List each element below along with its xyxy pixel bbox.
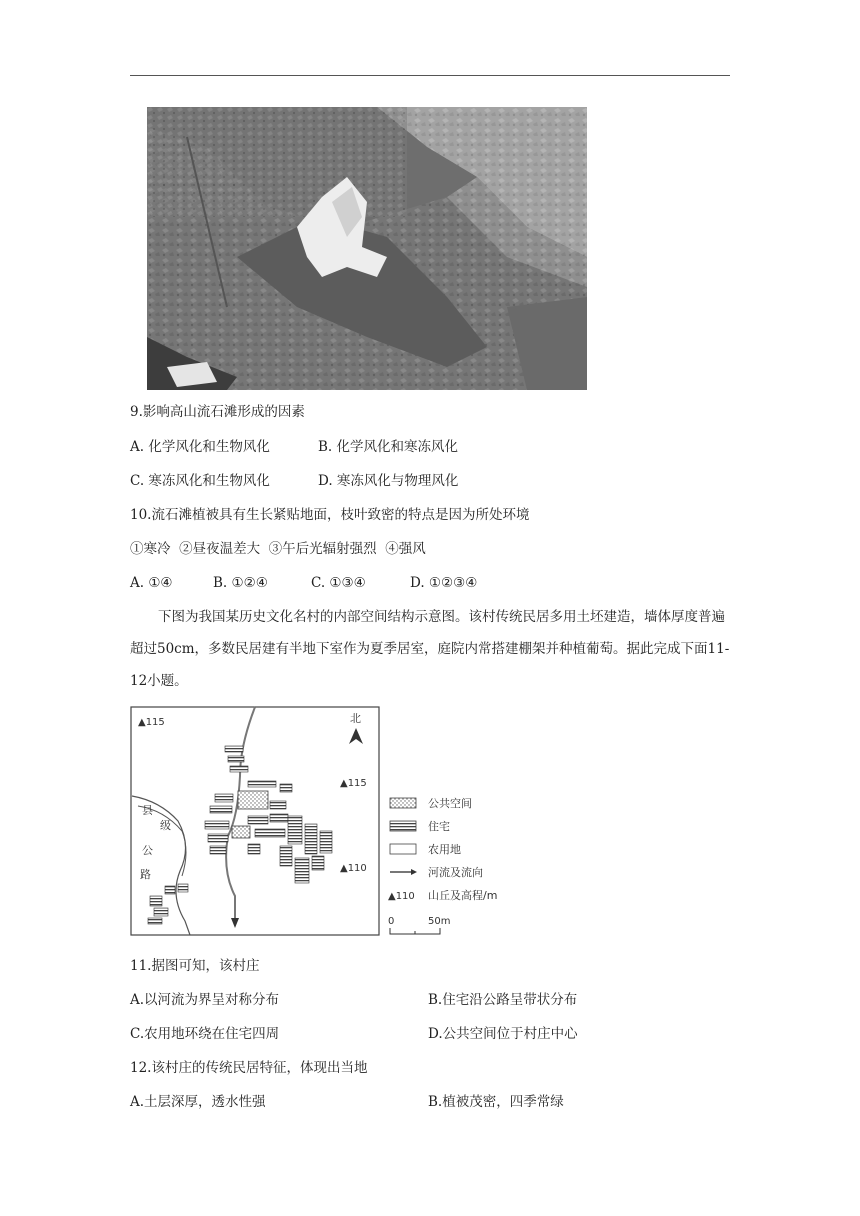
legend-river-arrow-icon	[411, 869, 417, 875]
road-label-char: 公	[142, 844, 153, 857]
village-map	[130, 706, 540, 938]
scale-50m-label: 50m	[428, 916, 451, 927]
q10-stem: 10.流石滩植被具有生长紧贴地面，枝叶致密的特点是因为所处环境	[130, 507, 530, 523]
q10-option-d: D. ①②③④	[410, 575, 478, 591]
map-legend	[388, 796, 497, 934]
road-label-char: 级	[160, 819, 171, 832]
q11-option-a: A.以河流为界呈对称分布	[130, 992, 280, 1008]
legend-hill-label: 山丘及高程/m	[428, 889, 498, 902]
elevation-label-right-bottom: ▲110	[340, 863, 367, 874]
road-label-char: 县	[142, 804, 153, 817]
q10-option-b: B. ①②④	[213, 575, 268, 591]
legend-farmland-label: 农用地	[428, 843, 461, 856]
public-space-block	[238, 791, 268, 809]
legend-residence-swatch	[390, 821, 416, 831]
road-label-char: 路	[140, 868, 151, 881]
q12-option-b: B.植被茂密，四季常绿	[428, 1094, 564, 1110]
elevation-label-right-top: ▲115	[340, 778, 367, 789]
q11-option-d: D.公共空间位于村庄中心	[428, 1026, 578, 1042]
q10-option-c: C. ①③④	[311, 575, 366, 591]
q9-option-a: A. 化学风化和生物风化	[130, 439, 270, 455]
q9-option-d: D. 寒冻风化与物理风化	[318, 473, 459, 489]
scale-zero-label: 0	[388, 916, 395, 927]
q11-option-c: C.农用地环绕在住宅四周	[130, 1026, 280, 1042]
elevation-label-topleft: ▲115	[138, 717, 165, 728]
legend-river-label: 河流及流向	[428, 866, 483, 879]
header-rule	[130, 75, 730, 76]
q11-option-b: B.住宅沿公路呈带状分布	[428, 992, 578, 1008]
q10-option-a: A. ①④	[130, 575, 173, 591]
legend-public-space-swatch	[390, 798, 416, 808]
intro-paragraph: 下图为我国某历史文化名村的内部空间结构示意图。该村传统民居多用土坯建造，墙体厚度普遍超过50cm，多数民居建有半地下室作为夏季居室，庭院内常搭建棚架并种植葡萄。据此完成下面11-12小题。	[130, 609, 730, 689]
q9-stem: 9.影响高山流石滩形成的因素	[130, 404, 305, 420]
q10-conditions: ①寒冷 ②昼夜温差大 ③午后光辐射强烈 ④强风	[130, 541, 426, 557]
north-label: 北	[350, 712, 361, 725]
legend-residence-label: 住宅	[428, 820, 450, 833]
legend-public-space-label: 公共空间	[428, 797, 472, 810]
q12-option-a: A.土层深厚，透水性强	[130, 1094, 266, 1110]
q12-stem: 12.该村庄的传统民居特征，体现出当地	[130, 1060, 368, 1076]
q9-option-b: B. 化学风化和寒冻风化	[318, 439, 459, 455]
q11-stem: 11.据图可知，该村庄	[130, 958, 260, 974]
legend-farmland-swatch	[390, 844, 416, 854]
q9-option-c: C. 寒冻风化和生物风化	[130, 473, 270, 489]
legend-hill-symbol: ▲110	[388, 891, 415, 902]
public-space-block	[232, 826, 250, 838]
scree-slope-photo	[147, 107, 587, 390]
